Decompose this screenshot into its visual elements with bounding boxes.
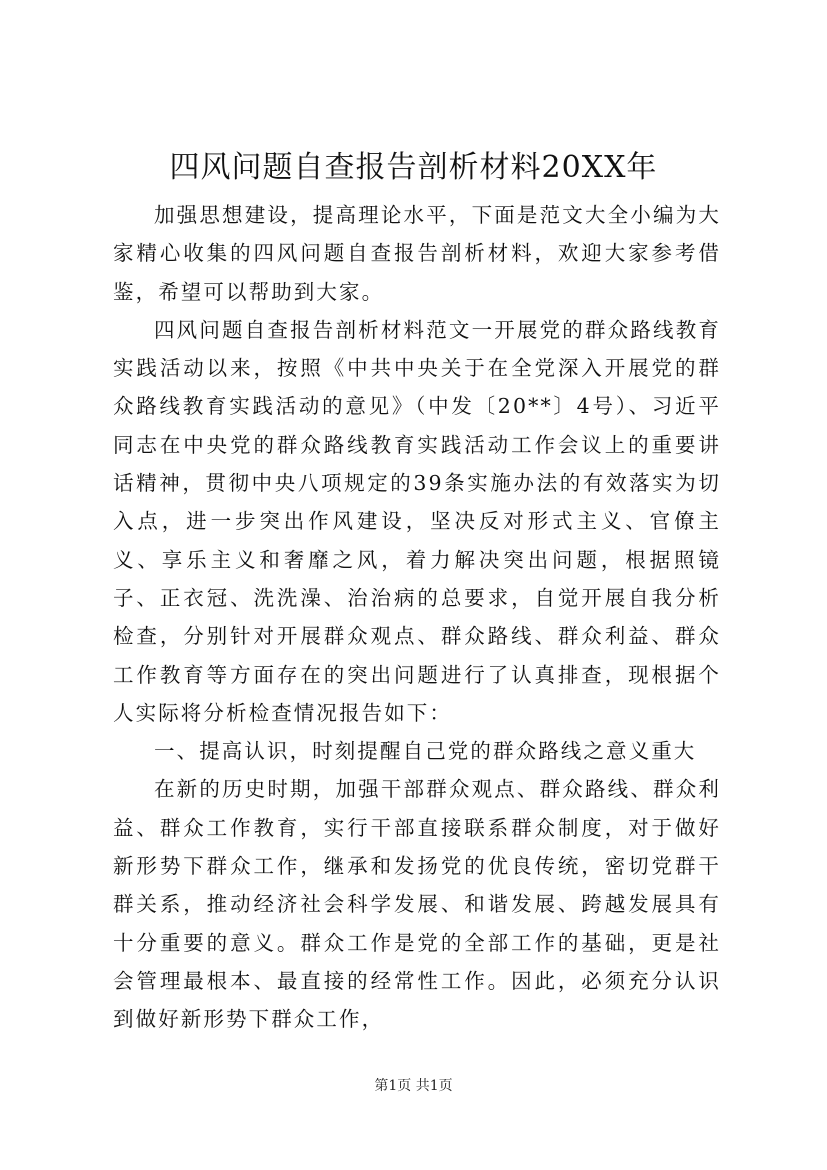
paragraph-intro: 加强思想建设，提高理论水平，下面是范文大全小编为大家精心收集的四风问题自查报告剖析材料，欢迎大家参考借鉴，希望可以帮助到大家。 xyxy=(113,203,721,304)
section-heading-one: 一、提高认识，时刻提醒自己党的群众路线之意义重大 xyxy=(154,739,697,764)
page-footer: 第1页 共1页 xyxy=(374,1078,453,1094)
document-body xyxy=(113,196,721,1039)
paragraph-sample-one: 四风问题自查报告剖析材料范文一开展党的群众路线教育实践活动以来，按照《中共中央关于在全党深入开展党的群众路线教育实践活动的意见》（中发〔20**〕4号）、习近平同志在中央党的群众路线教育实践活动工作会议上的重要讲话精神，贯彻中央八项规定的39条实施办法的有效落实为切入点，进一步突出作风建设，坚决反对形式主义、官僚主义、享乐主义和奢靡之风，着力解决突出问题，根据照镜子、正衣冠、洗洗澡、治治病的总要求，自觉开展自我分析检查，分别针对开展群众观点、群众路线、群众利益、群众工作教育等方面存在的突出问题进行了认真排查，现根据个人实际将分析检查情况报告如下： xyxy=(113,317,721,725)
document-title: 四风问题自查报告剖析材料20XX年 xyxy=(169,150,658,185)
paragraph-section-one-body: 在新的历史时期，加强干部群众观点、群众路线、群众利益、群众工作教育，实行干部直接联系群众制度，对于做好新形势下群众工作，继承和发扬党的优良传统，密切党群干群关系，推动经济社会科学发展、和谐发展、跨越发展具有十分重要的意义。群众工作是党的全部工作的基础，更是社会管理最根本、最直接的经常性工作。因此，必须充分认识到做好新形势下群众工作， xyxy=(113,777,721,1032)
